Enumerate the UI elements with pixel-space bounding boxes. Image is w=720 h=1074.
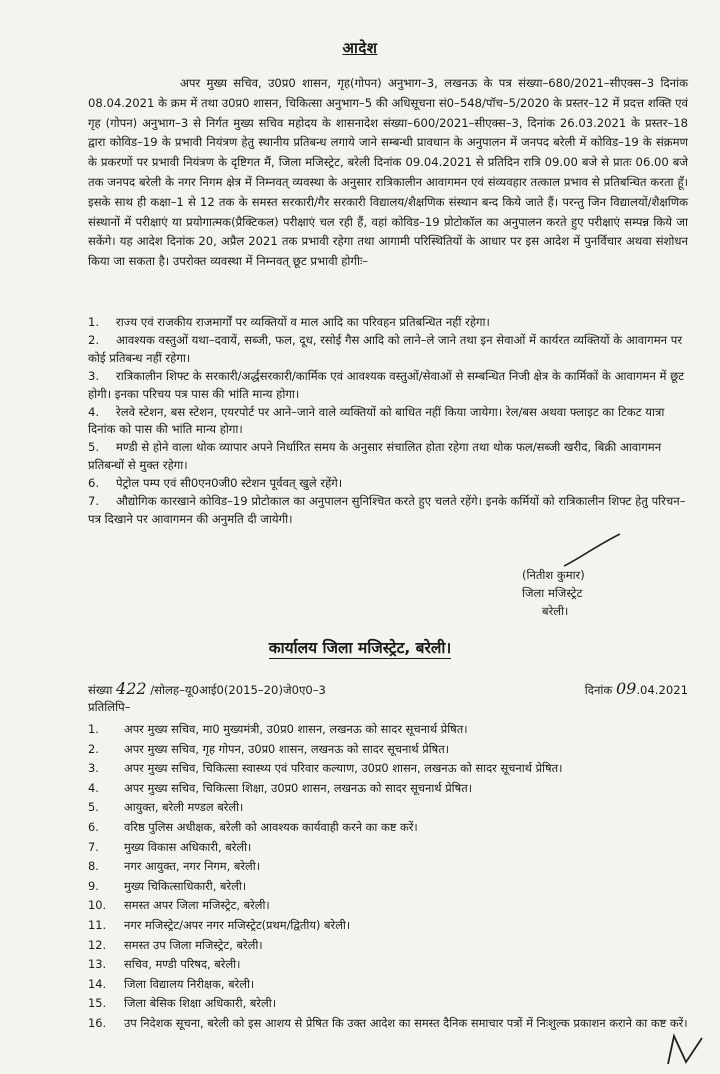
copy-item: 14. जिला विद्यालय निरीक्षक, बरेली।	[88, 976, 255, 991]
copy-item: 16. उप निदेशक सूचना, बरेली को इस आशय से प्रेषित कि उक्त आदेश का समस्त दैनिक समाचार पत्रों में निःशुल्क प्रकाशन कराने का कष्ट करें।	[88, 1015, 688, 1030]
exemption-item: 6. पेट्रोल पम्प एवं सी0एन0जी0 स्टेशन पूर्ववत् खुले रहेंगे।	[88, 476, 343, 491]
reference-handwritten-number: 422	[116, 679, 147, 698]
copy-item: 4. अपर मुख्य सचिव, चिकित्सा शिक्षा, उ0प्र0 शासन, लखनऊ को सादर सूचनार्थ प्रेषित।	[88, 780, 473, 795]
copy-item: 12. समस्त उप जिला मजिस्ट्रेट, बरेली।	[88, 937, 263, 952]
copy-item: 8. नगर आयुक्त, नगर निगम, बरेली।	[88, 859, 261, 874]
office-title: कार्यालय जिला मजिस्ट्रेट, बरेली।	[268, 639, 452, 657]
signatory-designation: जिला मजिस्ट्रेट	[522, 586, 583, 600]
copy-label: प्रतिलिपि–	[88, 700, 131, 714]
reference-label: संख्या	[88, 683, 113, 697]
order-title: आदेश	[342, 39, 378, 57]
copy-item: 3. अपर मुख्य सचिव, चिकित्सा स्वास्थ्य एवं परिवार कल्याण, उ0प्र0 शासन, लखनऊ को सादर सूचनार्थ प्रेषित।	[88, 761, 563, 776]
signature-block	[522, 566, 585, 620]
exemption-item: 5. मण्डी से होने वाला थोक व्यापार अपने निर्धारित समय के अनुसार संचालित होता रहेगा तथा थोक फल/सब्जी खरीद, बिक्री आवागमन प्रतिबन्धों से मुक्त रहेगा।	[88, 440, 662, 473]
exemption-item: 4. रेलवे स्टेशन, बस स्टेशन, एयरपोर्ट पर आने–जाने वाले व्यक्तियों को बाधित नहीं किया जायेगा। रेल/बस अथवा फ्लाइट का टिकट यात्रा दिनांक को पास की भांति मान्य होगा।	[88, 404, 665, 437]
copy-list	[88, 720, 688, 1034]
initial-mark-icon	[662, 1028, 706, 1068]
copy-item: 11. नगर मजिस्ट्रेट/अपर नगर मजिस्ट्रेट(प्रथम/द्वितीय) बरेली।	[88, 917, 351, 932]
exemption-item: 1. राज्य एवं राजकीय राजमार्गों पर व्यक्तियों व माल आदि का परिवहन प्रतिबन्धित नहीं रहेगा।	[88, 315, 490, 329]
exemption-item: 3. रात्रिकालीन शिफ्ट के सरकारी/अर्द्धसरकारी/कार्मिक एवं आवश्यक वस्तुओं/सेवाओं से सम्बन्धित निजी क्षेत्र के कार्मिकों के आवागमन में छूट होगी। इनका परिचय पत्र पास की भांति मान्य होगा।	[88, 368, 685, 401]
order-main-paragraph: अपर मुख्य सचिव, उ0प्र0 शासन, गृह(गोपन) अनुभाग–3, लखनऊ के पत्र संख्या–680/2021–सीएक्स–3 दिनांक 08.04.2021 के क्रम में तथा उ0प्र0 शासन, चिकित्सा अनुभाग–5 की अधिसूचना सं0–548/पॉच–5/2020 के प्रस्तर–12 में प्रदत्त शक्ति एवं गृह (गोपन) अनुभाग–3 से निर्गत मुख्य सचिव महोदय के शासनादेश संख्या–600/2021–सीएक्स–3, दिनांक 26.03.2021 के प्रस्तर–18 द्वारा कोविड–19 के प्रभावी नियंत्रण हेतु स्थानीय प्रतिबन्ध लगाये जाने सम्बन्धी प्रावधान के अनुपालन में जनपद बरेली में कोविड–19 के संक्रमण के प्रकरणों पर प्रभावी नियंत्रण के दृष्टिगत मैं, जिला मजिस्ट्रेट, बरेली दिनांक 09.04.2021 से प्रतिदिन रात्रि 09.00 बजे से प्रातः 06.00 बजे तक जनपद बरेली के नगर निगम क्षेत्र में निम्नवत् व्यवस्था के अनुसार रात्रिकालीन आवागमन एवं संव्यवहार तत्काल प्रभाव से प्रतिबन्धित करता हूँ। इसके साथ ही कक्षा–1 से 12 तक के समस्त सरकारी/गैर सरकारी विद्यालय/शैक्षणिक संस्थान बन्द किये जाते हैं। परन्तु जिन विद्यालयों/शैक्षणिक संस्थानों में परीक्षाएं या प्रयोगात्मक(प्रैक्टिकल) परीक्षाएं चल रही हैं, वहां कोविड–19 प्रोटोकॉल का अनुपालन करते हुए परीक्षाएं सम्पन्न किये जा सकेंगे। यह आदेश दिनांक 20, अप्रैल 2021 तक प्रभावी रहेगा तथा आगामी परिस्थितियों के आधार पर इस आदेश में पुनर्विचार अथवा संशोधन किया जा सकता है। उपरोक्त व्यवस्था में निम्नवत् छूट प्रभावी होगीः–	[88, 76, 688, 269]
copy-item: 1. अपर मुख्य सचिव, मा0 मुख्यमंत्री, उ0प्र0 शासन, लखनऊ को सादर सूचनार्थ प्रेषित।	[88, 722, 468, 736]
copy-item: 7. मुख्य विकास अधिकारी, बरेली।	[88, 839, 252, 854]
reference-date: दिनांक 09.04.2021	[584, 679, 688, 698]
copy-item: 5. आयुक्त, बरेली मण्डल बरेली।	[88, 800, 244, 815]
copy-item: 2. अपर मुख्य सचिव, गृह गोपन, उ0प्र0 शासन, लखनऊ को सादर सूचनार्थ प्रेषित।	[88, 741, 450, 756]
copy-item: 9. मुख्य चिकित्साधिकारी, बरेली।	[88, 878, 247, 893]
copy-item: 15. जिला बेसिक शिक्षा अधिकारी, बरेली।	[88, 996, 277, 1011]
copy-item: 13. सचिव, मण्डी परिषद, बरेली।	[88, 957, 241, 972]
exemption-item: 2. आवश्यक वस्तुओं यथा–दवायें, सब्जी, फल, दूध, रसोई गैस आदि को लाने–ले जाने तथा इन सेवाओं में कार्यरत व्यक्तियों के आवागमन पर कोई प्रतिबन्ध नहीं रहेगा।	[88, 332, 683, 365]
reference-code: /सोलह–यू0आई0(2015–20)जे0ए0–3	[150, 683, 326, 697]
exemption-list	[88, 314, 688, 529]
signatory-name: (नितीश कुमार)	[522, 568, 585, 582]
exemption-item: 7. औद्योगिक कारखाने कोविड–19 प्रोटोकाल का अनुपालन सुनिश्चित करते हुए चलते रहेंगे। इनके कर्मियों को रात्रिकालीन शिफ्ट हेतु परिचन–पत्र दिखाने पर आवागमन की अनुमति दी जायेगी।	[88, 494, 686, 526]
signatory-place: बरेली।	[542, 604, 569, 618]
reference-row	[88, 680, 688, 699]
copy-item: 10. समस्त अपर जिला मजिस्ट्रेट, बरेली।	[88, 898, 270, 913]
copy-item: 6. वरिष्ठ पुलिस अधीक्षक, बरेली को आवश्यक कार्यवाही करने का कष्ट करें।	[88, 819, 418, 834]
